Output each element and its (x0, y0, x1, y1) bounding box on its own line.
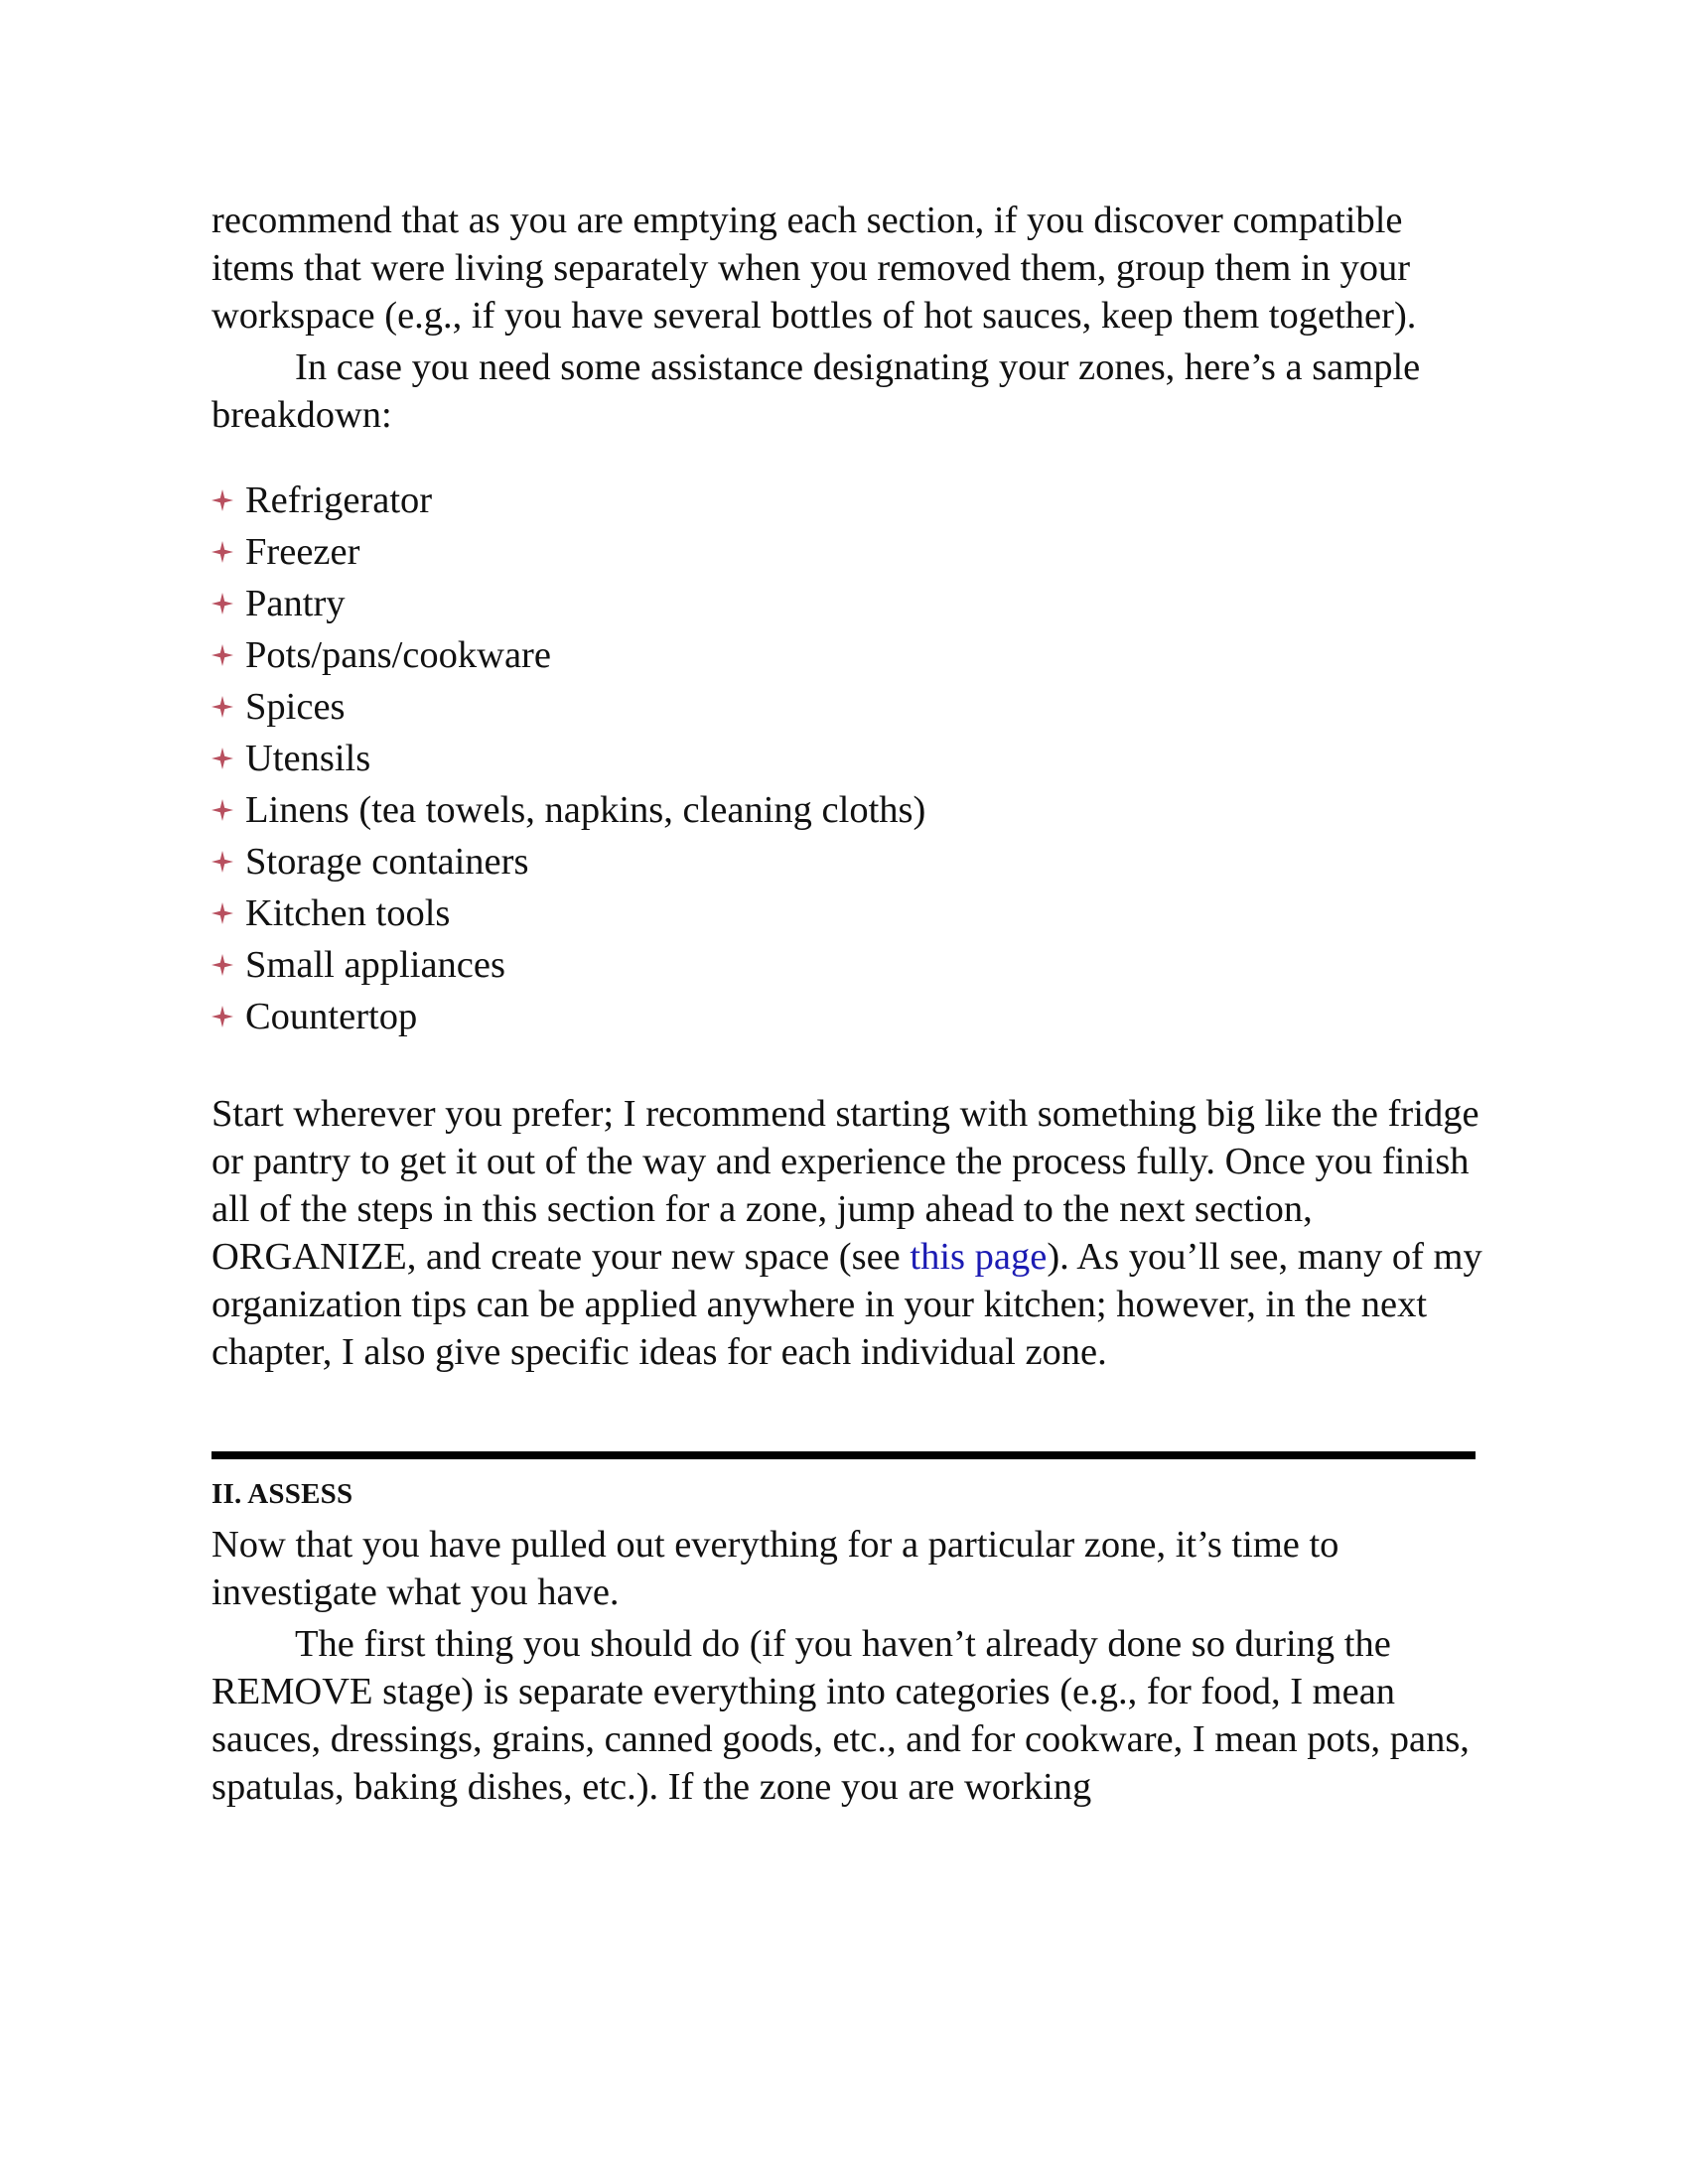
paragraph-grouping-advice: recommend that as you are emptying each section, if you discover compatible items that were living separately when you removed them, group them in your workspace (e.g., if you have several bottles of hot sauces, keep them together). (211, 200, 1417, 337)
zone-label: Utensils (245, 738, 371, 779)
section-divider (211, 1451, 1476, 1459)
document-page (211, 197, 1487, 1811)
list-item (211, 939, 1487, 991)
zone-label: Storage containers (245, 841, 529, 883)
list-item (211, 578, 1487, 629)
four-point-star-icon (210, 642, 235, 668)
paragraph-categories: The first thing you should do (if you haven’t already done so during the REMOVE stage) is separate everything into categories (e.g., for food, I mean sauces, dressings, grains, canned goods, etc., and for cookware, I mean pots, pans, spatulas, baking dishes, etc.). If the zone you are working (211, 1623, 1470, 1808)
list-item (211, 991, 1487, 1042)
list-item (211, 836, 1487, 887)
four-point-star-icon (210, 900, 235, 926)
four-point-star-icon (210, 952, 235, 978)
paragraph-assess-intro: Now that you have pulled out everything for a particular zone, it’s time to investigate what you have. (211, 1524, 1339, 1613)
list-item (211, 887, 1487, 939)
section-heading: II. ASSESS (211, 1478, 353, 1510)
paragraph-start-advice (211, 1090, 1487, 1376)
this-page-link[interactable]: this page (910, 1236, 1048, 1278)
four-point-star-icon (210, 694, 235, 720)
zone-label: Kitchen tools (245, 892, 451, 934)
list-item (211, 526, 1487, 578)
list-item (211, 733, 1487, 784)
four-point-star-icon (210, 849, 235, 875)
zone-label: Pots/pans/cookware (245, 634, 551, 676)
zone-label: Small appliances (245, 944, 505, 986)
four-point-star-icon (210, 591, 235, 616)
zone-label: Freezer (245, 531, 360, 573)
zone-label: Pantry (245, 583, 346, 624)
four-point-star-icon (210, 797, 235, 823)
zone-label: Countertop (245, 996, 418, 1037)
list-item (211, 681, 1487, 733)
four-point-star-icon (210, 539, 235, 565)
four-point-star-icon (210, 487, 235, 513)
zone-list (211, 475, 1487, 1042)
zone-label: Linens (tea towels, napkins, cleaning cloths) (245, 789, 926, 831)
four-point-star-icon (210, 746, 235, 771)
list-item (211, 784, 1487, 836)
four-point-star-icon (210, 1004, 235, 1029)
start-advice-text-end: ). As you’ll see, many of my organization tips can be applied anywhere in your kitchen; however, in the next chapter, I also give specific ideas for each individual zone. (211, 1236, 1482, 1373)
zone-label: Spices (245, 686, 346, 728)
list-item (211, 629, 1487, 681)
paragraph-zones-intro: In case you need some assistance designating your zones, here’s a sample breakdown: (211, 346, 1421, 436)
zone-label: Refrigerator (245, 479, 433, 521)
start-advice-text: Start wherever you prefer; I recommend starting with something big like the fridge or pantry to get it out of the way and experience the process fully. Once you finish all of the steps in this section for a zone, jump ahead to the next section, ORGANIZE, and create your new space (see (211, 1093, 1479, 1278)
list-item (211, 475, 1487, 526)
